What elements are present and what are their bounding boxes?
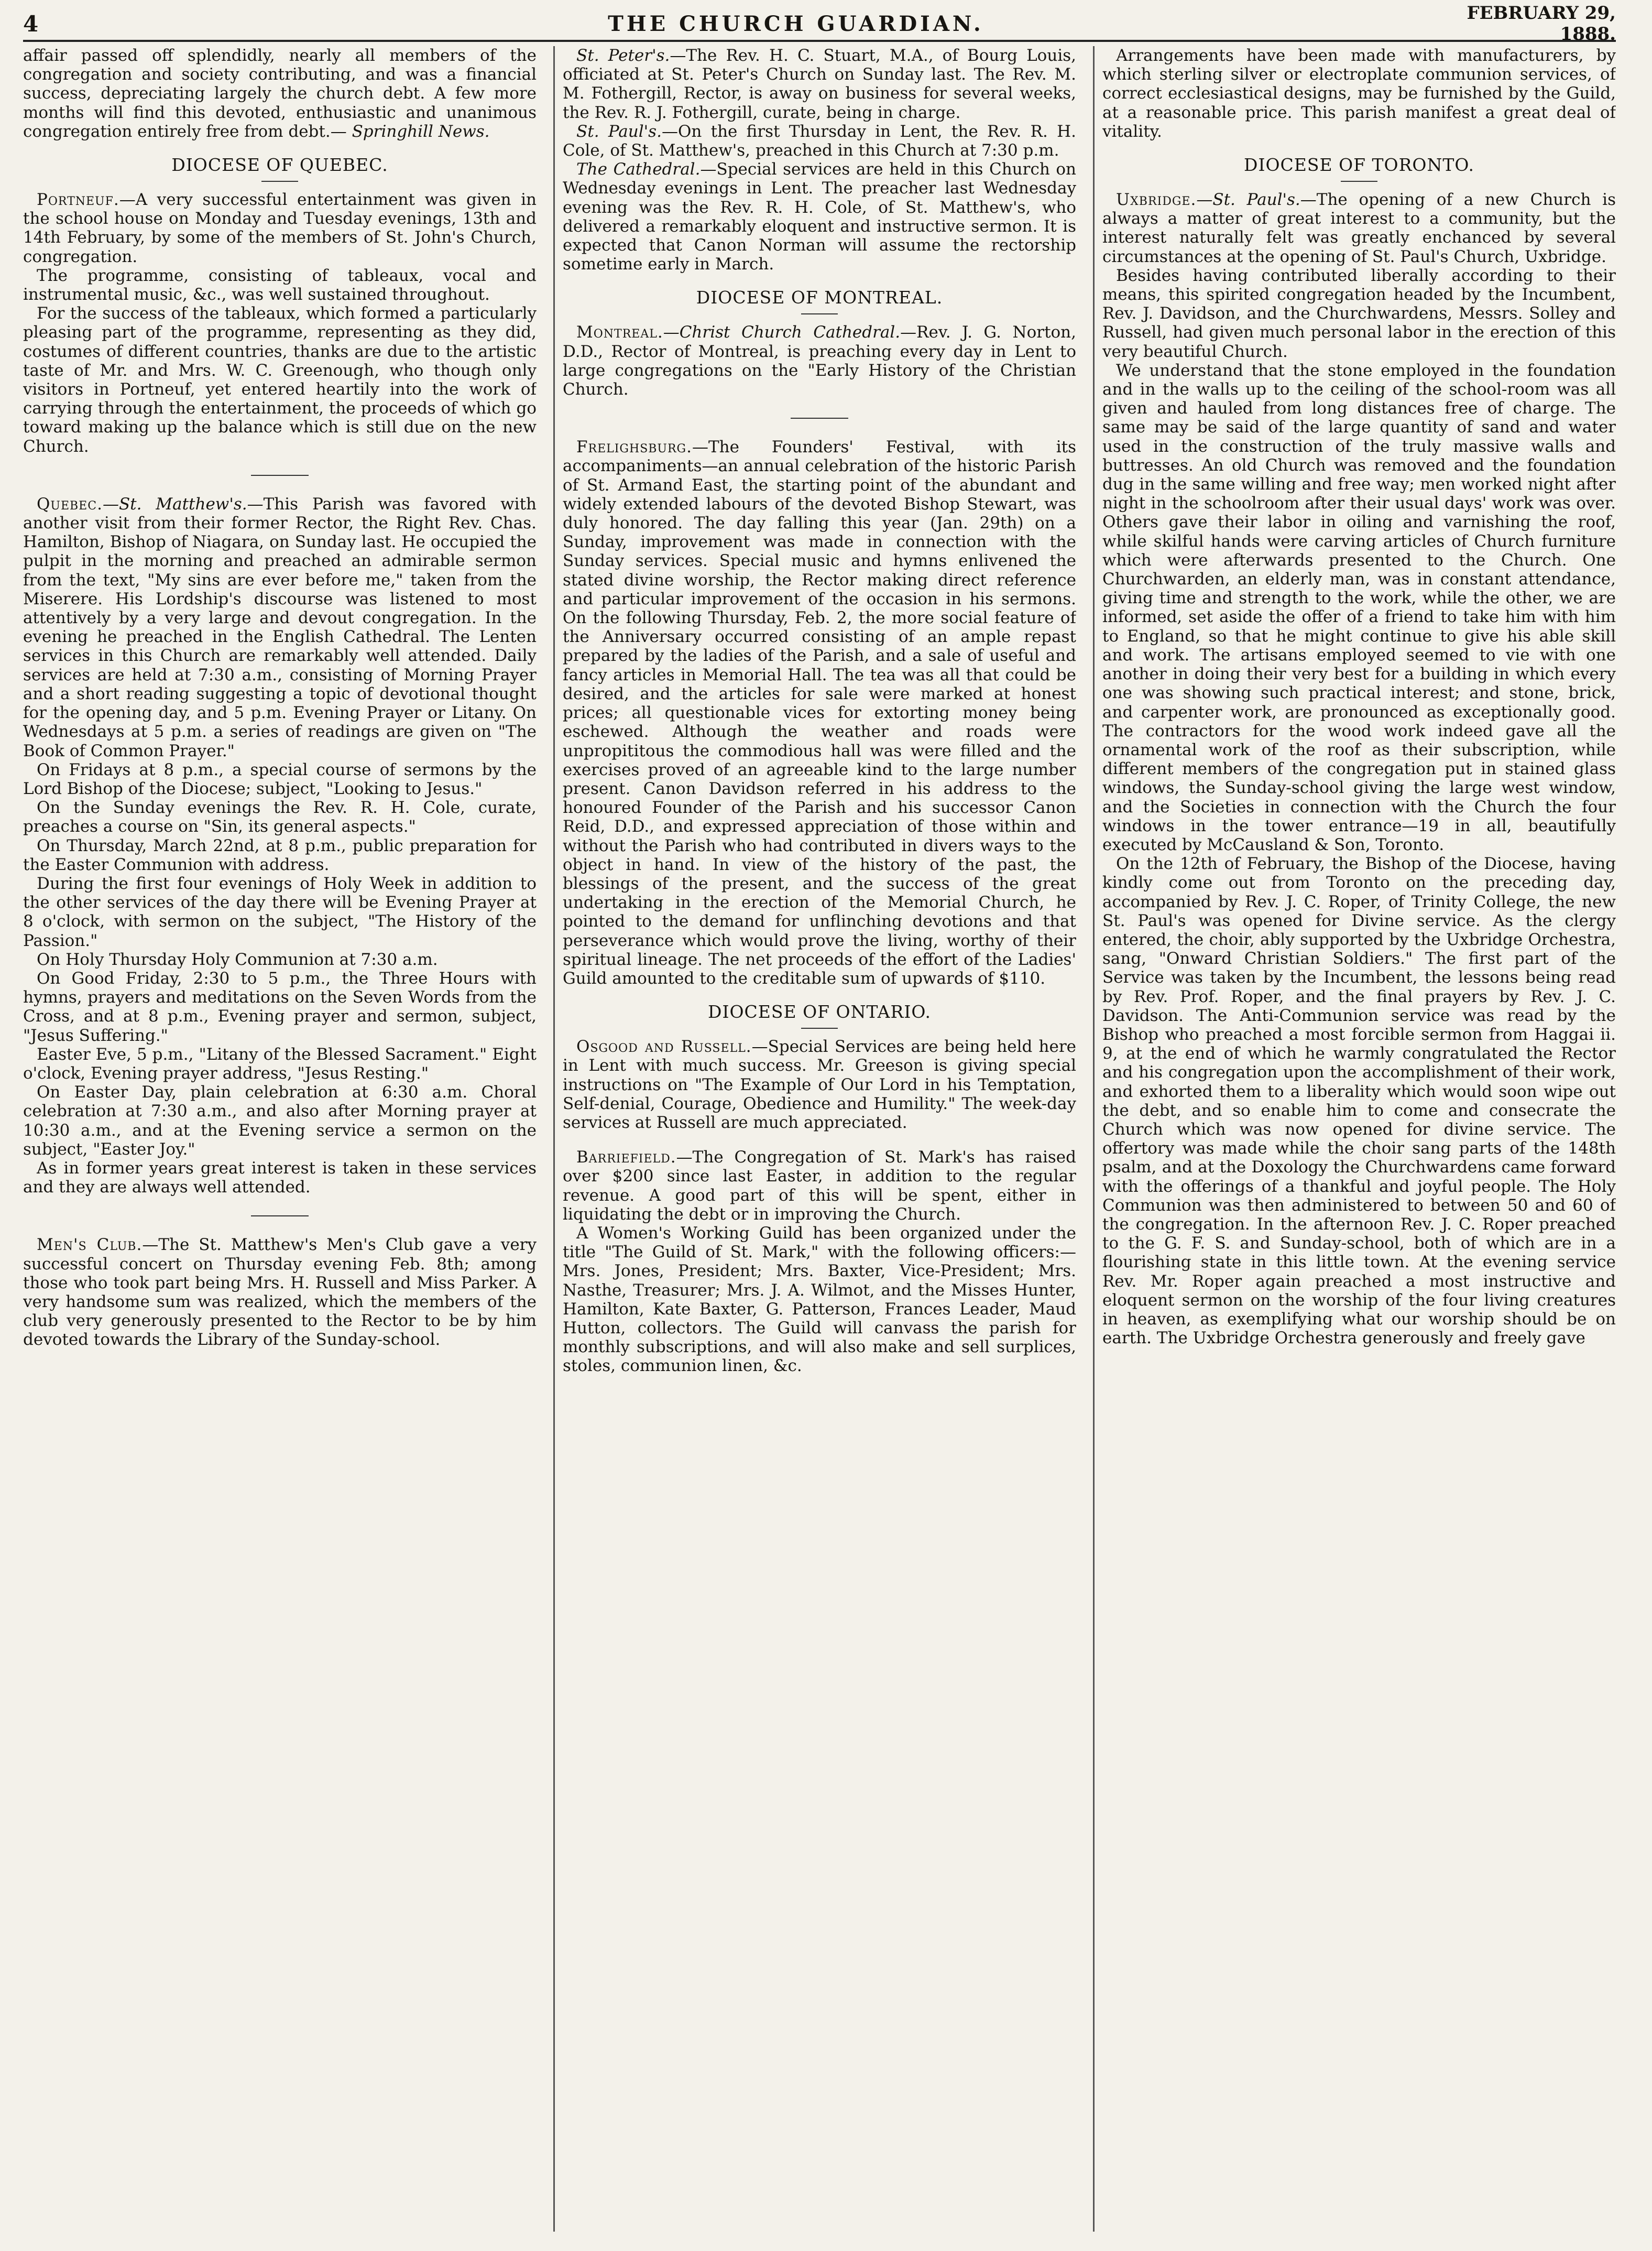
heading-rule [1341,181,1377,182]
article-paragraph: affair passed off splendidly, nearly all members of the congregation and society contributing, and was a financial success, depreciating largely the church debt. A few more months will find this devoted, enthusiastic and unanimous congregation entirely free from debt.— Springhill News. [23,46,537,141]
article-paragraph: Frelighsburg.—The Founders' Festival, with its accompaniments—an annual celebration of the historic Parish of St. Armand East, the starting point of the abundant and widely extended labours of the devoted Bishop Stewart, was duly honored. The day falling this year (Jan. 29th) on a Sunday, improvement was made in connection with the Sunday services. Special music and hymns enlivened the stated divine worship, the Rector making direct reference and particular improvement of the occasion in his sermons. On the following Thursday, Feb. 2, the more social feature of the Anniversary occurred consisting of an ample repast prepared by the ladies of the Parish, and a sale of useful and fancy articles in Memorial Hall. The tea was all that could be desired, and the articles for sale were marked at honest prices; all questionable vices for extorting money being eschewed. Although the weather and roads were unpropititous the commodious hall was were filled and the exercises proved of an agreeable kind to the large number present. Canon Davidson referred in his address to the honoured Founder of the Parish and his successor Canon Reid, D.D., and expressed appreciation of those within and without the Parish who had contributed in divers ways to the object in hand. In view of the history of the past, the blessings of the present, and the success of the great undertaking in the erection of the Memorial Church, he pointed to the demand for unflinching devotions and that perseverance which would prove the living, worthy of their spiritual lineage. The net proceeds of the effort of the Ladies' Guild amounted to the creditable sum of upwards of $110. [563,438,1076,988]
article-paragraph: Quebec.—St. Matthew's.—This Parish was favored with another visit from their former Rector, the Right Rev. Chas. Hamilton, Bishop of Niagara, on Sunday last. He occupied the pulpit in the morning and preached an admirable sermon from the text, "My sins are ever before me," taken from the Miserere. His Lordship's discourse was listened to most attentively by a very large and devout congregation. In the evening he preached in the English Cathedral. The Lenten services in this Church are remarkably well attended. Daily services are held at 7:30 a.m., consisting of Morning Prayer and a short reading suggesting a topic of devotional thought for the opening day, and 5 p.m. Evening Prayer or Litany. On Wednesdays at 5 p.m. a series of readings are given on "The Book of Common Prayer." [23,494,537,760]
article-paragraph: St. Peter's.—The Rev. H. C. Stuart, M.A., of Bourg Louis, officiated at St. Peter's Church on Sunday last. The Rev. M. M. Fothergill, Rector, is away on business for several weeks, the Rev. R. J. Fothergill, curate, being in charge. [563,46,1076,122]
article-paragraph: Uxbridge.—St. Paul's.—The opening of a new Church is always a matter of great interest to a community, but the interest naturally felt was greatly enchanced by several circumstances at the opening of St. Paul's Church, Uxbridge. [1102,190,1616,266]
column-2 [563,46,1076,2232]
article-paragraph: On Fridays at 8 p.m., a special course of sermons by the Lord Bishop of the Diocese; subject, "Looking to Jesus." [23,760,537,798]
separator-rule [791,418,848,419]
section-heading-montreal: DIOCESE OF MONTREAL. [696,287,943,308]
page-number: 4 [23,10,39,37]
article-paragraph: For the success of the tableaux, which formed a particularly pleasing part of the programme, representing as they did, costumes of different countries, thanks are due to the artistic taste of Mr. and Mrs. W. C. Greenough, who though only visitors in Portneuf, yet entered heartily into the work of carrying through the entertainment, the proceeds of which go toward making up the balance which is still due on the new Church. [23,304,537,456]
article-paragraph: Besides having contributed liberally according to their means, this spirited congregation headed by the Incumbent, Rev. J. Davidson, and the Churchwardens, Messrs. Solley and Russell, had given much personal labor in the erection of this very beautiful Church. [1102,266,1616,361]
column-rule [553,46,555,2232]
section-heading-quebec: DIOCESE OF QUEBEC. [171,155,388,176]
column-1 [23,46,537,2232]
article-paragraph: During the first four evenings of Holy Week in addition to the other services of the day there will be Evening Prayer at 8 o'clock, with sermon on the subject, "The History of the Passion." [23,874,537,950]
spacer [563,1132,1076,1148]
article-paragraph: Portneuf.—A very successful entertainment was given in the school house on Monday and Tuesday evenings, 13th and 14th February, by some of the members of St. John's Church, congregation. [23,190,537,266]
article-paragraph: The programme, consisting of tableaux, vocal and instrumental music, &c., was well sustained throughout. [23,266,537,305]
article-paragraph: Arrangements have been made with manufacturers, by which sterling silver or electroplate communion services, of correct ecclesiastical designs, may be furnished by the Guild, at a reasonable price. This parish manifest a great deal of vitality. [1102,46,1616,141]
article-paragraph: On Thursday, March 22nd, at 8 p.m., public preparation for the Easter Communion with address. [23,836,537,874]
separator-rule [251,1215,309,1216]
article-paragraph: Montreal.—Christ Church Cathedral.—Rev. J. G. Norton, D.D., Rector of Montreal, is preaching every day in Lent to large congregations on the "Early History of the Christian Church. [563,323,1076,399]
article-paragraph: We understand that the stone employed in the foundation and in the walls up to the ceiling of the school-room was all given and hauled from long distances free of charge. The same may be said of the large quantity of sand and water used in the construction of the truly massive walls and buttresses. An old Church was removed and the foundation dug in the same willing and free way; men worked night after night in the schoolroom after their usual days' work was over. Others gave their labor in oiling and varnishing the roof, while skilful hands were carving articles of Church furniture which were afterwards presented to the Church. One Churchwarden, an elderly man, was in constant attendance, giving time and strength to the work, while the other, we are informed, set aside the offer of a friend to take him with him to England, so that he might continue to give his able skill and work. The artisans employed seemed to vie with one another in doing their very best for a building in which every one was showing such practical interest; and stone, brick, and carpenter work, are pronounced as exceptionally good. The contractors for the wood work indeed gave all the ornamental work of the roof as their subscription, while different members of the congregation put in stained glass windows, the Sunday-school giving the large west window, and the Societies in connection with the Church the four windows in the tower entrance—19 in all, beautifully executed by McCausland & Son, Toronto. [1102,361,1616,854]
page-header [23,3,1616,45]
article-paragraph: On Holy Thursday Holy Communion at 7:30 a.m. [37,950,438,969]
section-heading-toronto: DIOCESE OF TORONTO. [1244,155,1474,176]
heading-rule [801,1028,838,1029]
heading-rule [801,313,838,314]
newspaper-page [23,46,1616,2232]
article-paragraph: A Women's Working Guild has been organized under the title "The Guild of St. Mark," with the following officers:—Mrs. Jones, President; Mrs. Baxter, Vice-President; Mrs. Nasthe, Treasurer; Mrs. J. A. Wilmot, and the Misses Hunter, Hamilton, Kate Baxter, G. Patterson, Frances Leader, Maud Hutton, collectors. The Guild will canvass the parish for monthly subscriptions, and will also make and sell surplices, stoles, communion linen, &c. [563,1223,1076,1376]
article-paragraph: On Easter Day, plain celebration at 6:30 a.m. Choral celebration at 7:30 a.m., and also after Morning prayer at 10:30 a.m., and at the Evening service a sermon on the subject, "Easter Joy." [23,1083,537,1159]
article-paragraph: On the 12th of February, the Bishop of the Diocese, having kindly come out from Toronto on the preceding day, accompanied by Rev. J. C. Roper, of Trinity College, the new St. Paul's was opened for Divine service. As the clergy entered, the choir, ably supported by the Uxbridge Orchestra, sang, "Onward Christian Soldiers." The first part of the Service was taken by the Incumbent, the lessons being read by Rev. Prof. Roper, and the final prayers by Rev. J. C. Davidson. The Anti-Communion service was read by the Bishop who preached a most forcible sermon from Haggai ii. 9, at the end of which he warmly congratulated the Rector and his congregation upon the accomplishment of their work, and exhorted them to a liberality which would soon wipe out the debt, and so enable him to come and consecrate the Church which was now opened for divine service. The offertory was made while the choir sang parts of the 148th psalm, and at the Doxology the Churchwardens came forward with the offerings of a thankful and joyful people. The Holy Communion was then administered to between 50 and 60 of the congregation. In the afternoon Rev. J. C. Roper preached to the G. F. S. and Sunday-school, both of which are in a flourishing state in this little town. At the evening service Rev. Mr. Roper again preached a most instructive and eloquent sermon on the worship of the four living creatures in heaven, as exemplifying what our worship should be on earth. The Uxbridge Orchestra generously and freely gave [1102,854,1616,1348]
article-paragraph: St. Paul's.—On the first Thursday in Lent, the Rev. R. H. Cole, of St. Matthew's, preached in this Church at 7:30 p.m. [563,122,1076,160]
article-paragraph: Men's Club.—The St. Matthew's Men's Club gave a very successful concert on Thursday evening Feb. 8th; among those who took part being Mrs. H. Russell and Miss Parker. A very handsome sum was realized, which the members of the club very generously presented to the Rector to be by him devoted towards the Library of the Sunday-school. [23,1235,537,1350]
column-3 [1102,46,1616,2232]
section-heading-ontario: DIOCESE OF ONTARIO. [708,1002,931,1023]
heading-rule [261,181,298,182]
separator-rule [251,475,309,476]
article-paragraph: As in former years great interest is taken in these services and they are always well attended. [23,1158,537,1197]
article-paragraph: On Good Friday, 2:30 to 5 p.m., the Three Hours with hymns, prayers and meditations on the Seven Words from the Cross, and at 8 p.m., Evening prayer and sermon, subject, "Jesus Suffering." [23,969,537,1045]
issue-date: FEBRUARY 29, 1888. [1467,3,1616,45]
article-paragraph: The Cathedral.—Special services are held in this Church on Wednesday evenings in Lent. The preacher last Wednesday evening was the Rev. R. H. Cole, of St. Matthew's, who delivered a remarkably eloquent and instructive sermon. It is expected that Canon Norman will assume the rectorship sometime early in March. [563,160,1076,274]
masthead: THE CHURCH GUARDIAN. [608,11,984,36]
article-paragraph: Osgood and Russell.—Special Services are being held here in Lent with much success. Mr. Greeson is giving special instructions on "The Example of Our Lord in his Temptation, Self-denial, Courage, Obedience and Humility." The week-day services at Russell are much appreciated. [563,1037,1076,1132]
article-paragraph: Barriefield.—The Congregation of St. Mark's has raised over $200 since last Easter, in addition to the regular revenue. A good part of this will be spent, either in liquidating the debt or in improving the Church. [563,1148,1076,1224]
column-rule [1093,46,1095,2232]
article-paragraph: On the Sunday evenings the Rev. R. H. Cole, curate, preaches a course on "Sin, its general aspects." [23,798,537,836]
article-paragraph: Easter Eve, 5 p.m., "Litany of the Blessed Sacrament." Eight o'clock, Evening prayer address, "Jesus Resting." [23,1045,537,1083]
